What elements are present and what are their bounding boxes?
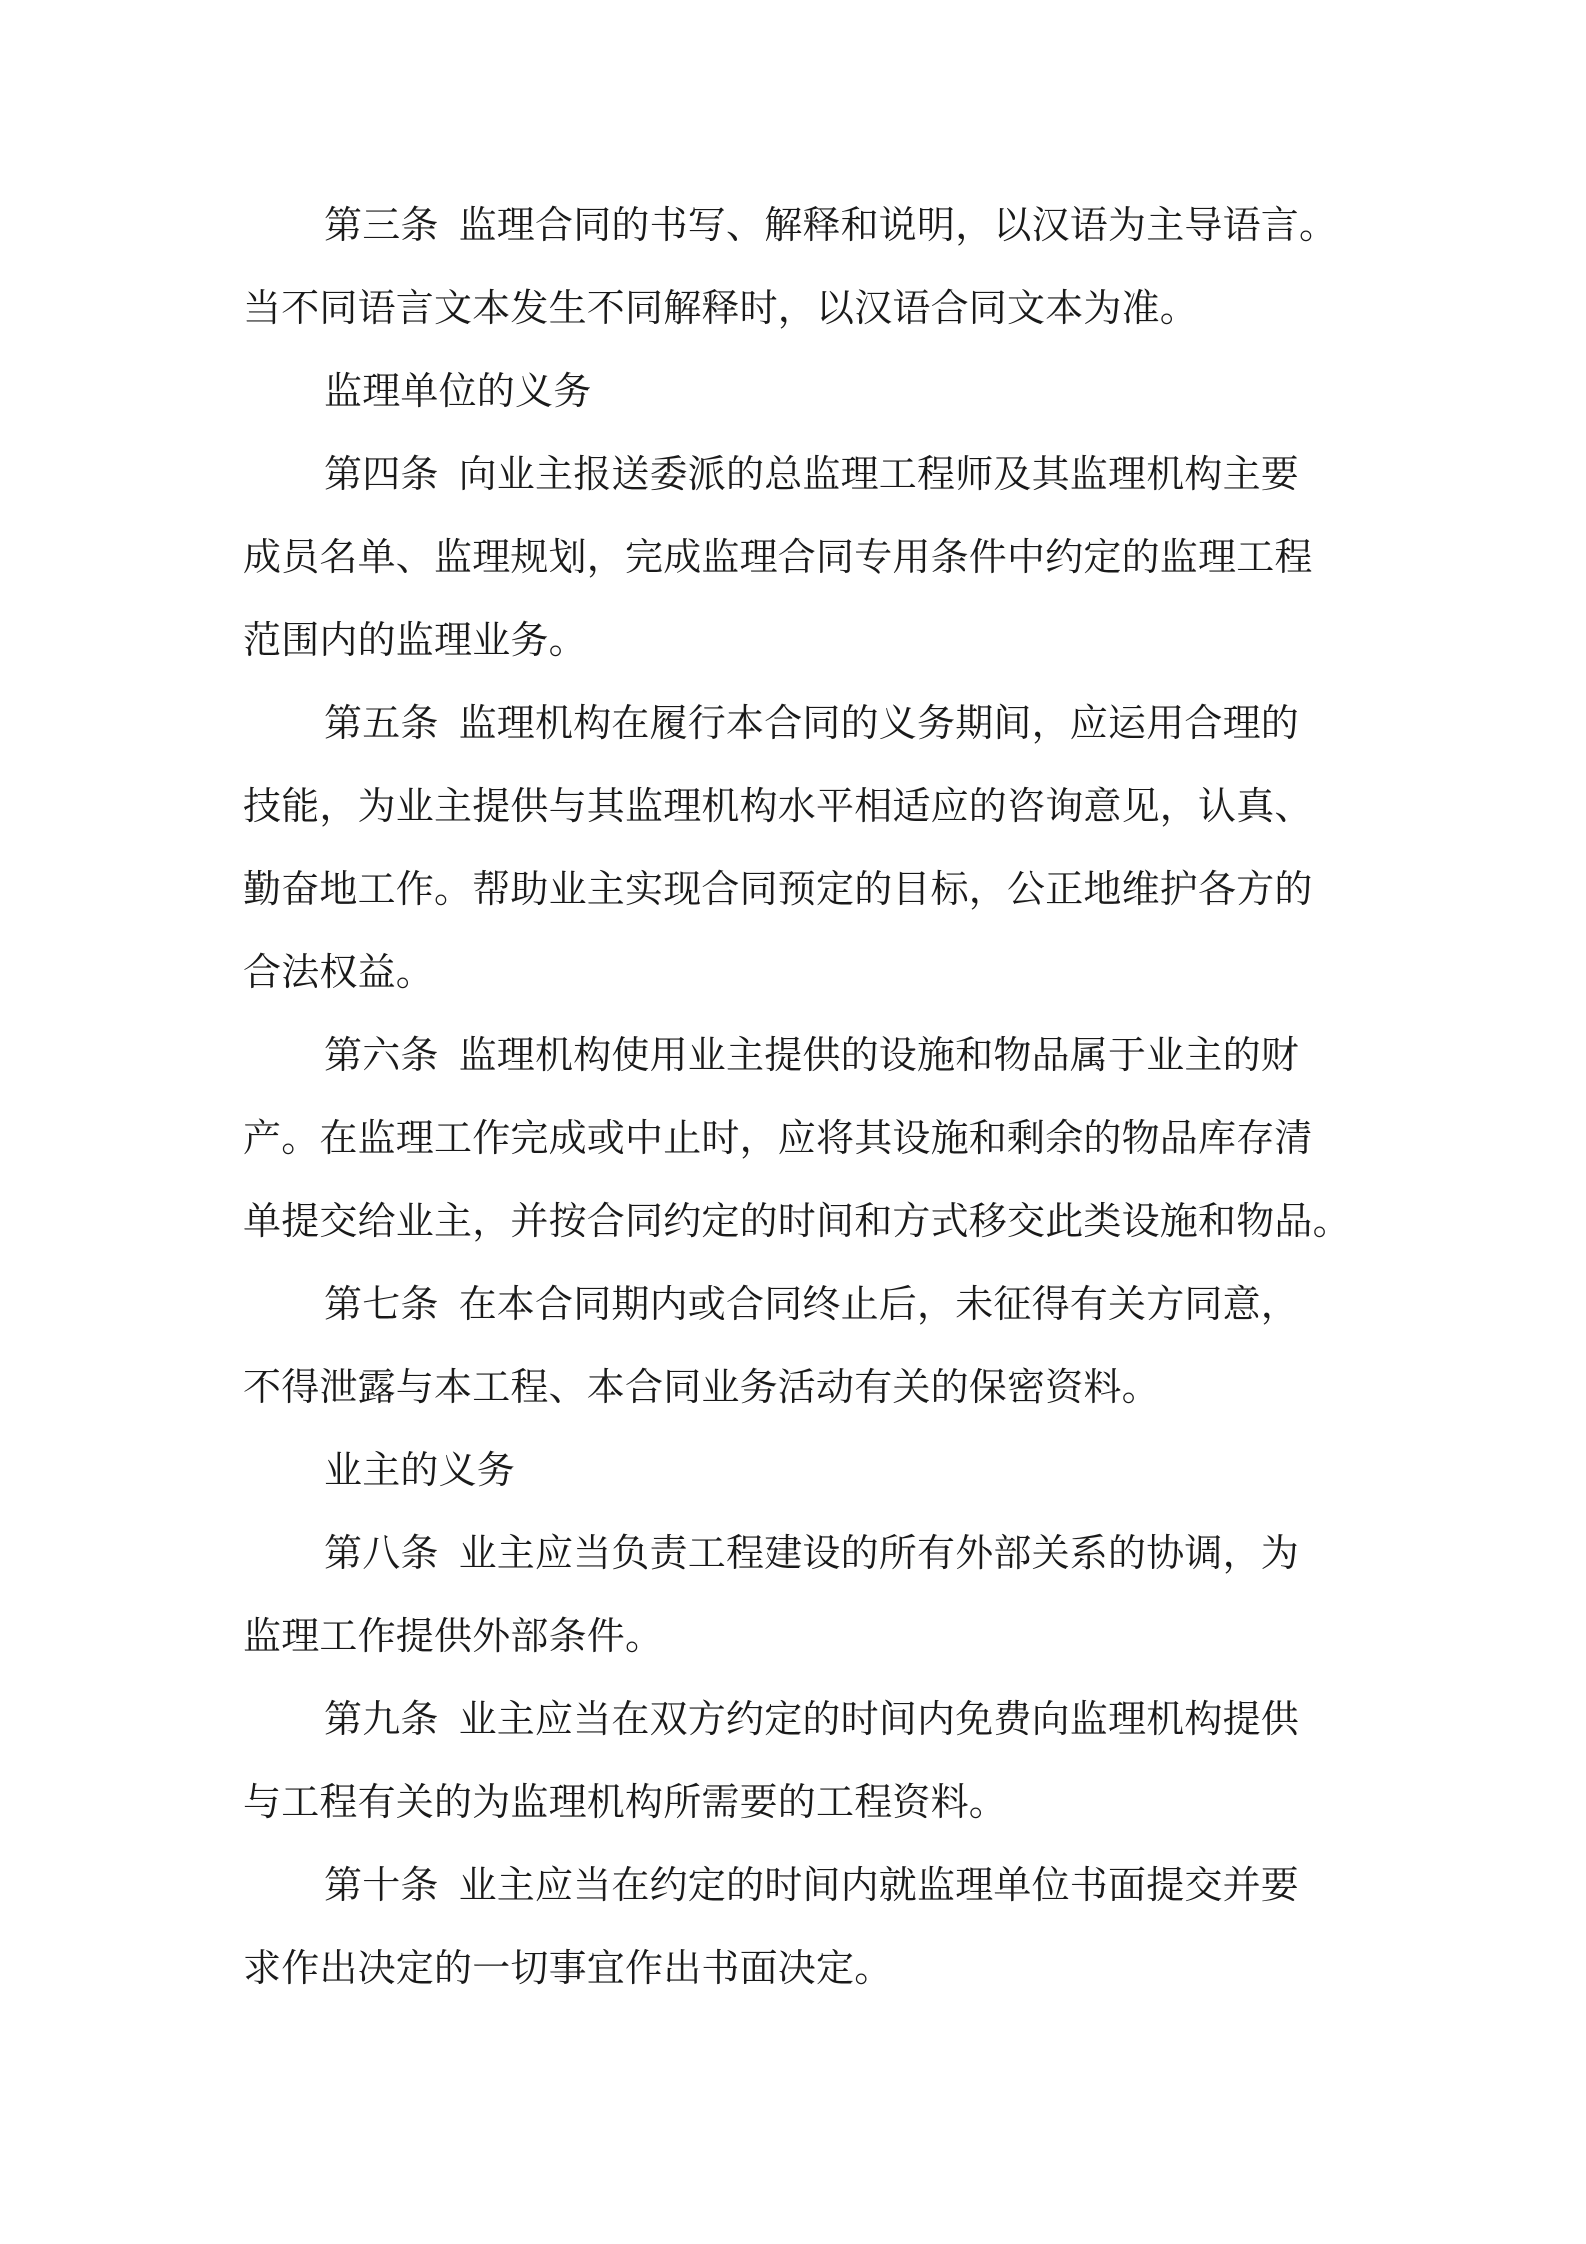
article-5-line-2: [243, 781, 1313, 831]
article-text: 当不同语言文本发生不同解释时，以汉语合同文本为准。: [243, 286, 1199, 330]
section-heading-supervisor-duties: [324, 366, 591, 416]
article-6-line-3: [243, 1196, 1351, 1246]
article-text: 求作出决定的一切事宜作出书面决定。: [243, 1946, 893, 1990]
article-number: 第六条: [324, 1033, 439, 1077]
article-10-line-1: [324, 1860, 1299, 1910]
article-3-line-1: [324, 200, 1337, 250]
article-number: 第七条: [324, 1282, 439, 1326]
article-text: 业主应当在双方约定的时间内免费向监理机构提供: [458, 1697, 1300, 1741]
article-text: 单提交给业主，并按合同约定的时间和方式移交此类设施和物品。: [243, 1199, 1351, 1243]
article-text: 产。在监理工作完成或中止时，应将其设施和剩余的物品库存清: [243, 1116, 1313, 1160]
article-text: 监理机构使用业主提供的设施和物品属于业主的财: [458, 1033, 1300, 1077]
article-text: 技能，为业主提供与其监理机构水平相适应的咨询意见，认真、: [243, 784, 1313, 828]
article-number: 第九条: [324, 1697, 439, 1741]
article-text: 勤奋地工作。帮助业主实现合同预定的目标，公正地维护各方的: [243, 867, 1313, 911]
article-text: 向业主报送委派的总监理工程师及其监理机构主要: [458, 452, 1300, 496]
article-3-line-2: [243, 283, 1198, 333]
article-8-line-1: [324, 1528, 1299, 1578]
article-9-line-1: [324, 1694, 1299, 1744]
article-text: 与工程有关的为监理机构所需要的工程资料。: [243, 1780, 1008, 1824]
article-6-line-2: [243, 1113, 1313, 1163]
article-text: 不得泄露与本工程、本合同业务活动有关的保密资料。: [243, 1365, 1160, 1409]
article-number: 第十条: [324, 1863, 439, 1907]
article-4-line-3: [243, 615, 587, 665]
article-4-line-1: [324, 449, 1299, 499]
article-5-line-3: [243, 864, 1313, 914]
article-4-line-2: [243, 532, 1313, 582]
article-5-line-4: [243, 947, 434, 997]
section-heading-text: 业主的义务: [324, 1448, 516, 1492]
article-text: 业主应当在约定的时间内就监理单位书面提交并要: [458, 1863, 1300, 1907]
article-8-line-2: [243, 1611, 663, 1661]
article-number: 第五条: [324, 701, 439, 745]
article-9-line-2: [243, 1777, 1007, 1827]
article-7-line-2: [243, 1362, 1160, 1412]
article-number: 第八条: [324, 1531, 439, 1575]
article-text: 监理工作提供外部条件。: [243, 1614, 664, 1658]
article-text: 监理合同的书写、解释和说明，以汉语为主导语言。: [458, 203, 1338, 247]
article-5-line-1: [324, 698, 1299, 748]
section-heading-text: 监理单位的义务: [324, 369, 592, 413]
article-text: 范围内的监理业务。: [243, 618, 587, 662]
section-heading-owner-duties: [324, 1445, 515, 1495]
article-text: 在本合同期内或合同终止后，未征得有关方同意，: [458, 1282, 1300, 1326]
article-text: 合法权益。: [243, 950, 435, 994]
article-7-line-1: [324, 1279, 1299, 1329]
article-number: 第三条: [324, 203, 439, 247]
article-10-line-2: [243, 1943, 892, 1993]
article-6-line-1: [324, 1030, 1299, 1080]
article-text: 监理机构在履行本合同的义务期间，应运用合理的: [458, 701, 1300, 745]
article-text: 成员名单、监理规划，完成监理合同专用条件中约定的监理工程: [243, 535, 1313, 579]
article-text: 业主应当负责工程建设的所有外部关系的协调，为: [458, 1531, 1300, 1575]
article-number: 第四条: [324, 452, 439, 496]
